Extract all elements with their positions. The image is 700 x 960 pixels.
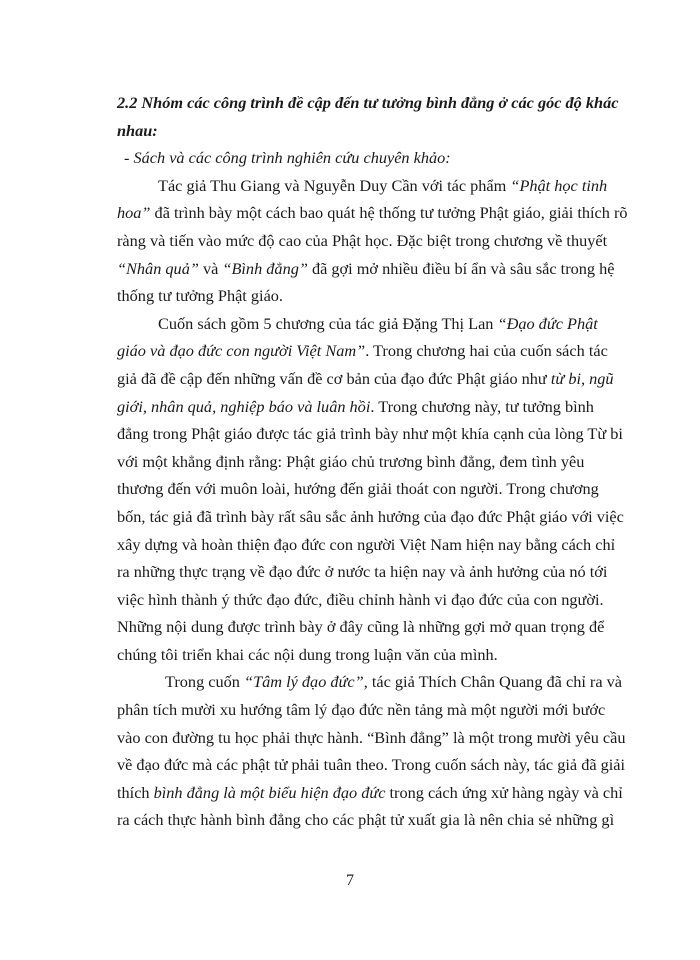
text-line — [117, 172, 608, 200]
text: thích — [117, 782, 154, 802]
section-heading-line-2: nhau: — [117, 120, 158, 140]
text-line — [117, 641, 583, 669]
italic-text: “Nhân quả” — [117, 258, 199, 278]
body-paragraphs — [117, 172, 628, 834]
text: vào con đường tu học phải thực hành. “Bình đẳng” là một trong mười yêu cầu — [117, 727, 626, 747]
text: ra những thực trạng về đạo đức ở nước ta hiện nay và ảnh hưởng của nó tới — [117, 562, 608, 582]
text-line — [117, 613, 605, 641]
text: Tác giả Thu Giang và Nguyễn Duy Cần với tác phẩm — [158, 175, 511, 195]
text-line — [117, 696, 606, 724]
text: Những nội dung được trình bày ở đây cũng là những gợi mở quan trọng để — [117, 617, 605, 637]
text-line — [117, 586, 604, 614]
text-line — [117, 668, 623, 696]
text: và — [198, 258, 223, 278]
text: trong cách ứng xử hàng ngày và chỉ — [385, 782, 623, 802]
text: Cuốn sách gồm 5 chương của tác giả Đặng Thị Lan — [158, 313, 498, 333]
text-line — [117, 751, 626, 779]
text: đã gợi mở nhiều điều bí ẩn và sâu sắc trong hệ — [307, 258, 615, 278]
text: với một khẳng định rằng: Phật giáo chủ trương bình đẳng, đem tình yêu — [117, 451, 585, 471]
text: ra cách thực hành bình đẳng cho các phật tử xuất gia là nên chia sẻ những gì — [117, 810, 615, 830]
text: phân tích mười xu hướng tâm lý đạo đức nền tảng mà một người mới bước — [117, 700, 606, 720]
text: thương đến với muôn loài, hướng đến giải thoát con người. Trong chương — [117, 479, 599, 499]
italic-text: “Phật học tinh — [510, 175, 608, 195]
italic-text: “Đạo đức Phật — [497, 313, 598, 333]
text: ràng và tiến vào mức độ cao của Phật học. Đặc biệt trong chương về thuyết — [117, 230, 608, 250]
text-line — [117, 199, 628, 227]
italic-text: “Bình đẳng” — [222, 258, 308, 278]
text-line — [117, 310, 598, 338]
italic-text: từ bi, ngũ — [550, 368, 614, 388]
italic-text: bình đẳng là một biểu hiện đạo đức — [153, 782, 386, 802]
text-line — [117, 337, 608, 365]
paragraph — [117, 310, 624, 669]
text-line — [117, 393, 594, 421]
text-line — [117, 282, 583, 310]
text-line — [117, 227, 608, 255]
text: thống tư tưởng Phật giáo. — [117, 286, 284, 306]
text-line — [117, 558, 608, 586]
text-line — [117, 779, 623, 807]
text: đẳng trong Phật giáo được tác giả trình bày như một khía cạnh của lòng Từ bi — [117, 424, 623, 444]
italic-text: “Tâm lý đạo đức” — [244, 672, 364, 692]
text: , tác giả Thích Chân Quang đã chỉ ra và — [363, 672, 623, 692]
paragraph — [117, 172, 628, 310]
text: bốn, tác giả đã trình bày rất sâu sắc ảnh hưởng của đạo đức Phật giáo với việc — [117, 506, 624, 526]
text-line — [117, 448, 583, 476]
text-line — [117, 724, 626, 752]
page-content — [117, 89, 628, 834]
text-line — [117, 420, 623, 448]
text-line — [117, 531, 616, 559]
page-number: 7 — [346, 872, 354, 889]
text: Trong cuốn — [165, 672, 245, 692]
text: giả đã đề cập đến những vấn đề cơ bản của đạo đức Phật giáo như — [117, 368, 551, 388]
subheading: - Sách và các công trình nghiên cứu chuyên khảo: — [124, 148, 451, 168]
italic-text: giới, nhân quả, nghiệp báo và luân hồi — [117, 396, 371, 416]
text-line — [117, 255, 615, 283]
text: chúng tôi triển khai các nội dung trong luận văn của mình. — [117, 644, 498, 664]
text-line — [117, 806, 615, 834]
text-line — [117, 503, 624, 531]
text: xây dựng và hoàn thiện đạo đức con người Việt Nam hiện nay bằng cách chỉ — [117, 534, 616, 554]
text: . Trong chương hai của cuốn sách tác — [365, 341, 608, 361]
text: đã trình bày một cách bao quát hệ thống tư tưởng Phật giáo, giải thích rõ — [150, 203, 628, 223]
text-line — [117, 365, 614, 393]
text: việc hình thành ý thức đạo đức, điều chỉnh hành vi đạo đức của con người. — [117, 589, 604, 609]
text: về đạo đức mà các phật tử phải tuân theo. Trong cuốn sách này, tác giả đã giải — [117, 755, 626, 775]
section-heading-line-1: 2.2 Nhóm các công trình đề cập đến tư tưởng bình đẳng ở các góc độ khác — [117, 93, 619, 112]
text: . Trong chương này, tư tưởng bình — [370, 396, 594, 416]
paragraph — [117, 668, 626, 834]
italic-text: hoa” — [117, 203, 151, 223]
italic-text: giáo và đạo đức con người Việt Nam” — [117, 341, 366, 361]
text-line — [117, 475, 599, 503]
